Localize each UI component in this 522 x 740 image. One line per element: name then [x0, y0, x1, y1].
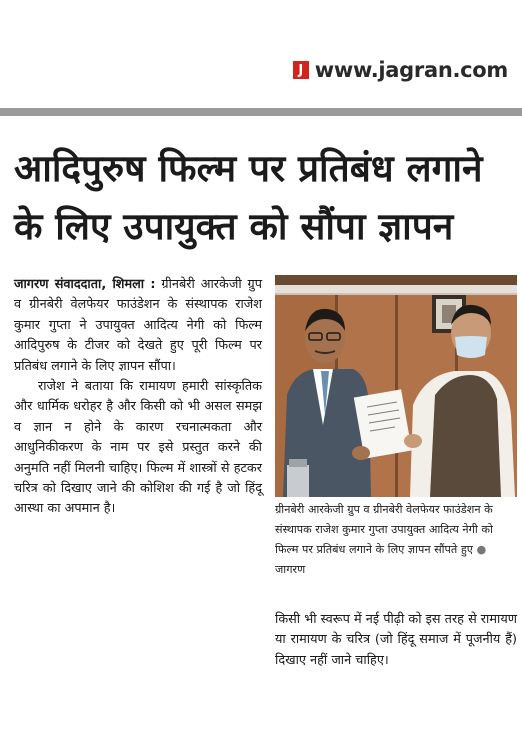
article-column-right: [275, 610, 517, 671]
masthead: [0, 0, 522, 110]
article-column-left: [14, 275, 262, 520]
credit-bullet-icon: ●: [476, 543, 487, 556]
article-paragraph-2: राजेश ने बताया कि रामायण हमारी सांस्कृतिक और धार्मिक धरोहर है और किसी को भी असल समझ व ज्ञान न होने के कारण रचनात्मकता और आधुनिकीकरण के नाम पर इसे प्रस्तुत करने की अनुमति नहीं मिलनी चाहिए। फिल्म में शास्त्रों से हटकर चरित्र को दिखाए जाने की कोशिश की गई है जो हिंदू आस्था का अपमान है।: [14, 379, 262, 517]
article-headline: आदिपुरुष फिल्म पर प्रतिबंध लगाने के लिए उपायुक्त को सौंपा ज्ञापन: [14, 147, 483, 248]
jagran-brand[interactable]: [293, 58, 508, 82]
photo-illustration: [275, 275, 517, 497]
site-url[interactable]: www.jagran.com: [314, 58, 508, 82]
photo-caption: [275, 500, 515, 580]
article-paragraph-3: किसी भी स्वरूप में नई पीढ़ी को इस तरह से रामायण या रामायण के चरित्र (जो हिंदू समाज में पूजनीय हैं) दिखाए नहीं जाने चाहिए।: [275, 612, 517, 668]
jagran-logo: J: [293, 61, 309, 79]
caption-text: ग्रीनबेरी आरकेजी ग्रुप व ग्रीनबेरी वेलफेयर फाउंडेशन के संस्थापक राजेश कुमार गुप्ता उपायुक्त आदित्य नेगी को फिल्म पर प्रतिबंध लगाने के लिए ज्ञापन सौंपते हुए: [275, 503, 493, 556]
header-divider: [0, 108, 522, 116]
photo-credit: जागरण: [275, 563, 306, 576]
article-paragraph-1: ग्रीनबेरी आरकेजी ग्रुप व ग्रीनबेरी वेलफेयर फाउंडेशन के संस्थापक राजेश कुमार गुप्ता ने उपायुक्त आदित्य नेगी को फिल्म आदिपुरुष के टीजर को देखते हुए पूरी फिल्म पर प्रतिबंध लगाने के लिए ज्ञापन सौंपा।: [14, 277, 263, 374]
dateline: जागरण संवाददाता, शिमला :: [14, 277, 156, 292]
news-photo: [275, 275, 517, 497]
